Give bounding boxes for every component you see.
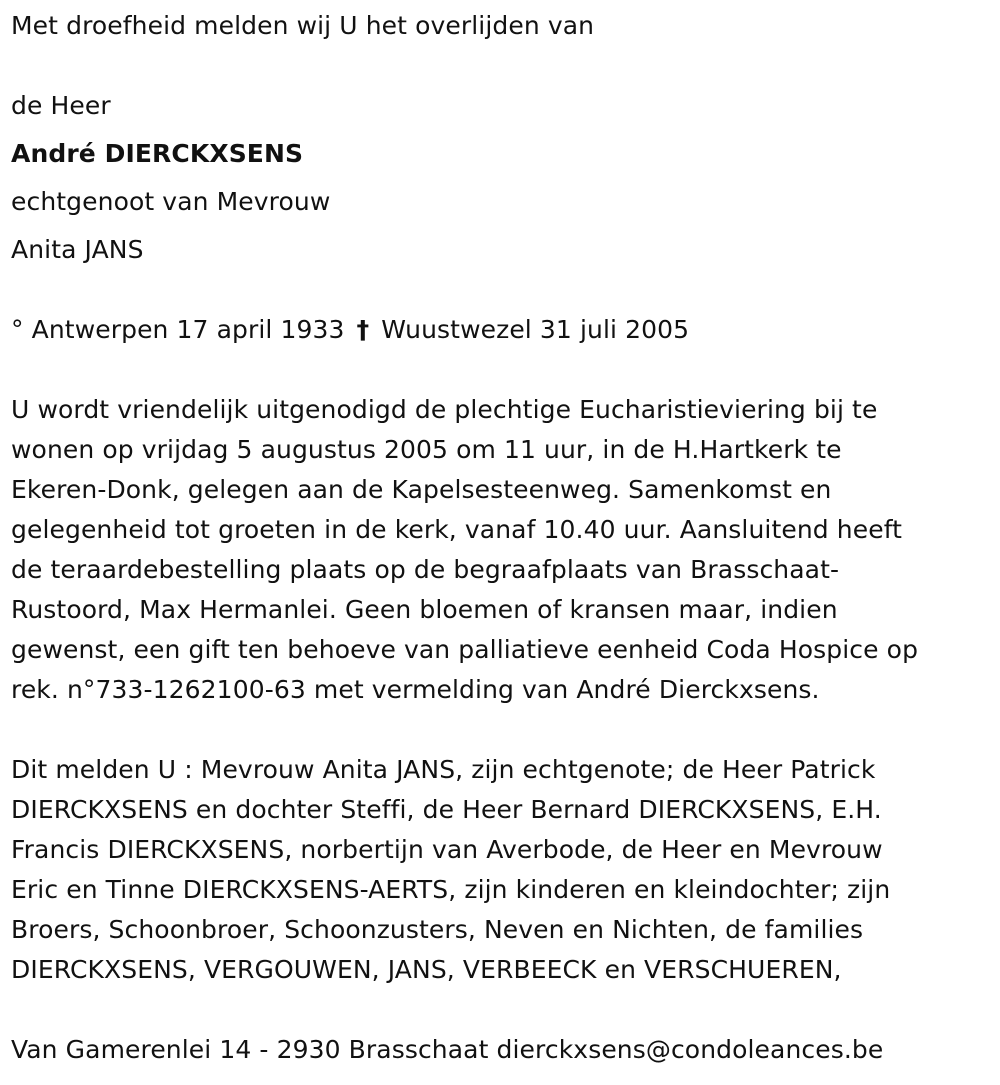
deceased-name: André DIERCKXSENS bbox=[11, 139, 304, 168]
family-line: DIERCKXSENS, VERGOUWEN, JANS, VERBEECK en VERSCHUEREN, bbox=[11, 955, 842, 984]
cross-icon: † bbox=[356, 315, 370, 344]
life-dates bbox=[11, 315, 689, 345]
family-paragraph bbox=[11, 750, 986, 990]
honorific: de Heer bbox=[11, 91, 111, 120]
family-line: Broers, Schoonbroer, Schoonzusters, Neven en Nichten, de families bbox=[11, 915, 864, 944]
spouse-name: Anita JANS bbox=[11, 235, 144, 264]
invitation-line: U wordt vriendelijk uitgenodigd de plechtige Eucharistieviering bij te bbox=[11, 395, 878, 424]
relation-text: echtgenoot van Mevrouw bbox=[11, 187, 331, 216]
invitation-line: rek. n°733-1262100-63 met vermelding van André Dierckxsens. bbox=[11, 675, 820, 704]
birth-info: ° Antwerpen 17 april 1933 bbox=[11, 315, 345, 344]
family-line: Eric en Tinne DIERCKXSENS-AERTS, zijn kinderen en kleindochter; zijn bbox=[11, 875, 891, 904]
invitation-line: de teraardebestelling plaats op de begraafplaats van Brasschaat- bbox=[11, 555, 840, 584]
invitation-line: Ekeren-Donk, gelegen aan de Kapelsesteenweg. Samenkomst en bbox=[11, 475, 832, 504]
invitation-line: gelegenheid tot groeten in de kerk, vanaf 10.40 uur. Aansluitend heeft bbox=[11, 515, 903, 544]
invitation-line: Rustoord, Max Hermanlei. Geen bloemen of kransen maar, indien bbox=[11, 595, 838, 624]
family-line: Dit melden U : Mevrouw Anita JANS, zijn echtgenote; de Heer Patrick bbox=[11, 755, 876, 784]
death-info: Wuustwezel 31 juli 2005 bbox=[381, 315, 690, 344]
address-line: Van Gamerenlei 14 - 2930 Brasschaat dierckxsens@condoleances.be bbox=[11, 1035, 884, 1064]
family-line: Francis DIERCKXSENS, norbertijn van Averbode, de Heer en Mevrouw bbox=[11, 835, 883, 864]
family-line: DIERCKXSENS en dochter Steffi, de Heer Bernard DIERCKXSENS, E.H. bbox=[11, 795, 882, 824]
invitation-line: wonen op vrijdag 5 augustus 2005 om 11 uur, in de H.Hartkerk te bbox=[11, 435, 842, 464]
invitation-paragraph bbox=[11, 390, 986, 710]
intro-text: Met droefheid melden wij U het overlijden van bbox=[11, 11, 595, 40]
invitation-line: gewenst, een gift ten behoeve van palliatieve eenheid Coda Hospice op bbox=[11, 635, 919, 664]
